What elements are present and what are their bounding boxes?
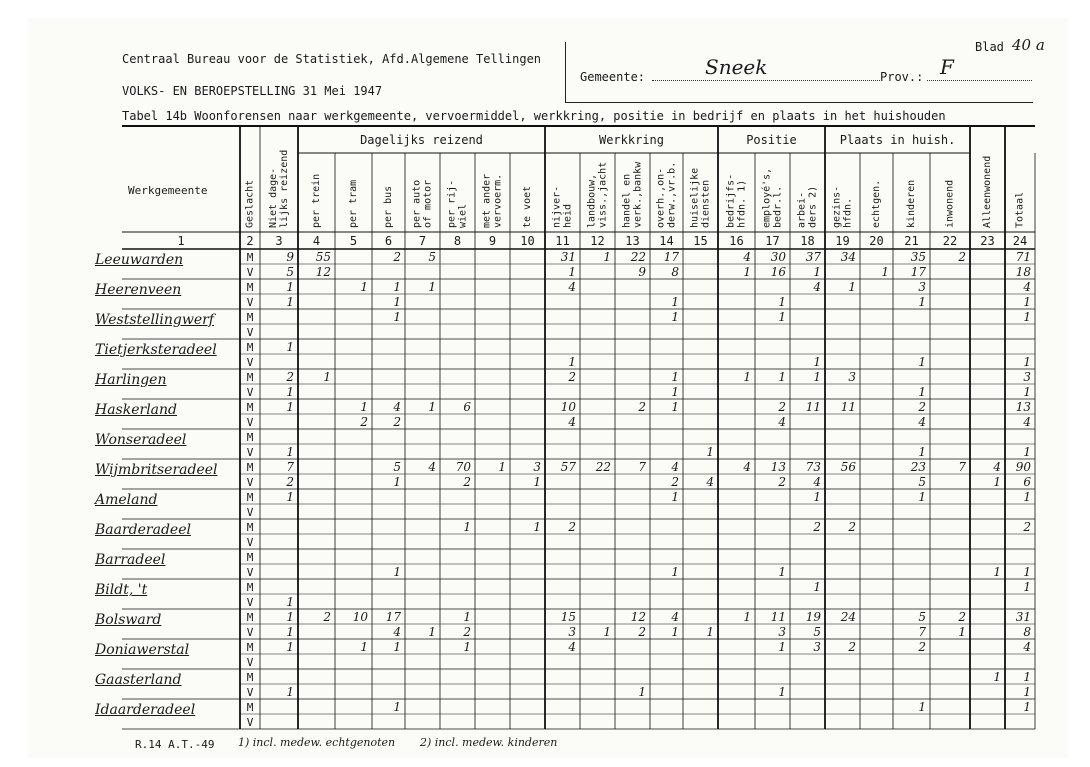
column-number: 15 <box>693 234 708 248</box>
column-header: handel en verk.,bankw <box>621 161 644 228</box>
data-cell: 1 <box>286 640 294 654</box>
data-cell: 1 <box>813 490 821 504</box>
data-cell: 3 <box>848 370 856 384</box>
data-cell: 1 <box>743 610 751 624</box>
data-cell: 4 <box>568 640 576 654</box>
data-cell: 1 <box>671 370 679 384</box>
data-cell: 1 <box>671 310 679 324</box>
data-cell: 3 <box>918 280 926 294</box>
data-cell: 1 <box>706 625 714 639</box>
data-cell: 1 <box>671 400 679 414</box>
data-cell: 10 <box>352 610 368 624</box>
data-cell: 17 <box>385 610 401 624</box>
data-cell: 4 <box>568 415 576 429</box>
column-number: 16 <box>729 234 744 248</box>
data-cell: 2 <box>1023 520 1031 534</box>
data-cell: 1 <box>286 685 294 699</box>
werkgemeente-name: Doniawerstal <box>95 642 190 658</box>
data-cell: 4 <box>706 475 714 489</box>
data-cell: 1 <box>428 400 436 414</box>
data-cell: 11 <box>840 400 856 414</box>
data-cell: 2 <box>638 625 646 639</box>
sex-label-m: M <box>246 341 254 354</box>
column-number: 9 <box>488 234 497 248</box>
column-header: Totaal <box>1014 191 1026 228</box>
data-cell: 1 <box>360 640 368 654</box>
column-header: met ander vervoerm. <box>481 173 504 228</box>
data-cell: 4 <box>813 475 821 489</box>
data-cell: 7 <box>638 460 646 474</box>
data-cell: 2 <box>463 475 471 489</box>
data-cell: 1 <box>568 265 576 279</box>
data-cell: 6 <box>463 400 471 414</box>
sex-label-v: V <box>246 476 254 489</box>
data-cell: 1 <box>463 610 471 624</box>
sex-label-m: M <box>246 461 254 474</box>
data-cell: 1 <box>1023 490 1031 504</box>
data-cell: 1 <box>918 700 926 714</box>
column-header: arbei- ders 2) <box>796 185 819 228</box>
data-cell: 1 <box>743 265 751 279</box>
sex-label-m: M <box>246 491 254 504</box>
sex-label-m: M <box>246 701 254 714</box>
sex-label-v: V <box>246 686 254 699</box>
column-header: landbouw, viss.,jacht <box>586 161 609 228</box>
data-cell: 1 <box>918 445 926 459</box>
column-number: 12 <box>590 234 605 248</box>
data-cell: 4 <box>671 460 679 474</box>
sex-label-v: V <box>246 656 254 669</box>
data-cell: 1 <box>671 565 679 579</box>
data-cell: 19 <box>805 610 821 624</box>
table-title: Tabel 14b Woonforensen naar werkgemeente, vervoermiddel, werkkring, positie in bedrijf en plaats in het huishouden <box>122 109 946 123</box>
sex-label-v: V <box>246 566 254 579</box>
data-cell: 10 <box>560 400 576 414</box>
data-cell: 1 <box>918 295 926 309</box>
column-header: Niet dage- lijks reizend <box>268 149 290 228</box>
column-header: per bus <box>383 185 394 228</box>
data-cell: 1 <box>638 685 646 699</box>
data-cell: 1 <box>1023 445 1031 459</box>
data-cell: 1 <box>1023 295 1031 309</box>
data-cell: 1 <box>918 490 926 504</box>
gemeente-label: Gemeente: <box>580 70 646 84</box>
data-cell: 2 <box>323 610 331 624</box>
data-cell: 24 <box>840 610 856 624</box>
column-number: 18 <box>800 234 815 248</box>
column-header: echtgen. <box>871 179 882 228</box>
werkgemeente-name: Leeuwarden <box>95 252 184 268</box>
data-cell: 17 <box>663 250 679 264</box>
column-number: 5 <box>349 234 358 248</box>
data-cell: 4 <box>743 460 751 474</box>
column-number: 17 <box>765 234 780 248</box>
data-cell: 1 <box>813 580 821 594</box>
column-header: per rij- wiel <box>446 179 469 228</box>
werkgemeente-name: Haskerland <box>95 402 178 418</box>
column-header: kinderen <box>906 179 917 228</box>
data-cell: 1 <box>393 565 401 579</box>
column-header-werkgemeente: Werkgemeente <box>128 184 208 197</box>
werkgemeente-name: Tietjerksteradeel <box>95 342 217 358</box>
data-cell: 2 <box>778 475 786 489</box>
data-cell: 9 <box>286 250 294 264</box>
data-cell: 22 <box>630 250 646 264</box>
data-cell: 2 <box>958 250 966 264</box>
data-cell: 2 <box>568 370 576 384</box>
data-cell: 1 <box>286 400 294 414</box>
werkgemeente-name: Baarderadeel <box>95 522 191 538</box>
column-header: per trein <box>311 173 322 228</box>
data-cell: 1 <box>360 400 368 414</box>
data-cell: 1 <box>286 595 294 609</box>
footnote-1: 1) incl. medew. echtgenoten <box>238 736 396 749</box>
data-cell: 55 <box>315 250 331 264</box>
data-cell: 1 <box>671 295 679 309</box>
blad-label: Blad <box>975 40 1004 54</box>
werkgemeente-name: Barradeel <box>95 552 166 568</box>
data-cell: 7 <box>918 625 926 639</box>
sex-label-v: V <box>246 446 254 459</box>
data-cell: 2 <box>393 415 401 429</box>
sex-label-m: M <box>246 401 254 414</box>
sex-label-m: M <box>246 671 254 684</box>
data-cell: 1 <box>323 370 331 384</box>
group-heading-werkkring: Werkkring <box>598 133 665 147</box>
data-cell: 3 <box>1023 370 1031 384</box>
data-cell: 8 <box>671 265 679 279</box>
werkgemeente-name: Bolsward <box>95 612 162 628</box>
data-cell: 1 <box>286 610 294 624</box>
data-cell: 2 <box>463 625 471 639</box>
form-code: R.14 A.T.-49 <box>135 738 215 751</box>
column-number: 10 <box>520 234 535 248</box>
data-cell: 13 <box>770 460 786 474</box>
data-cell: 2 <box>568 520 576 534</box>
data-cell: 1 <box>813 370 821 384</box>
data-cell: 5 <box>918 610 926 624</box>
data-cell: 5 <box>813 625 821 639</box>
agency-line: Centraal Bureau voor de Statistiek, Afd.Algemene Tellingen <box>122 52 542 66</box>
data-cell: 1 <box>993 565 1001 579</box>
data-cell: 3 <box>568 625 576 639</box>
data-cell: 1 <box>778 685 786 699</box>
data-cell: 18 <box>1015 265 1031 279</box>
data-cell: 1 <box>671 385 679 399</box>
data-cell: 1 <box>463 640 471 654</box>
data-cell: 1 <box>533 520 541 534</box>
data-cell: 1 <box>778 565 786 579</box>
group-heading-positie: Positie <box>746 133 797 147</box>
data-cell: 4 <box>918 415 926 429</box>
data-cell: 2 <box>671 475 679 489</box>
column-header: inwonend <box>944 179 956 228</box>
sex-label-m: M <box>246 611 254 624</box>
data-cell: 1 <box>286 445 294 459</box>
column-header: huiselijke diensten <box>689 167 712 228</box>
data-cell: 1 <box>813 265 821 279</box>
sex-label-v: V <box>246 596 254 609</box>
data-cell: 1 <box>428 625 436 639</box>
data-cell: 4 <box>1023 415 1031 429</box>
data-cell: 1 <box>778 640 786 654</box>
data-cell: 31 <box>560 250 576 264</box>
data-cell: 2 <box>360 415 368 429</box>
group-heading-dagelijks: Dagelijks reizend <box>360 133 483 147</box>
data-cell: 71 <box>1015 250 1031 264</box>
data-cell: 1 <box>1023 385 1031 399</box>
data-cell: 2 <box>918 400 926 414</box>
group-heading-plaats: Plaats in huish. <box>839 133 956 147</box>
data-cell: 1 <box>286 340 294 354</box>
column-number: 11 <box>555 234 570 248</box>
data-cell: 22 <box>595 460 611 474</box>
data-cell: 2 <box>286 370 294 384</box>
data-cell: 1 <box>393 280 401 294</box>
data-cell: 1 <box>778 370 786 384</box>
data-cell: 1 <box>428 280 436 294</box>
sex-label-v: V <box>246 296 254 309</box>
data-cell: 57 <box>560 460 576 474</box>
sex-label-m: M <box>246 551 254 564</box>
data-cell: 4 <box>393 400 401 414</box>
data-cell: 3 <box>813 640 821 654</box>
data-cell: 4 <box>1023 640 1031 654</box>
data-cell: 7 <box>958 460 966 474</box>
data-cell: 1 <box>463 520 471 534</box>
column-header: Alleenwonend <box>982 155 993 228</box>
prov-value: F <box>940 55 954 79</box>
sex-label-m: M <box>246 311 254 324</box>
data-cell: 1 <box>360 280 368 294</box>
column-number: 14 <box>659 234 674 248</box>
data-cell: 11 <box>770 610 786 624</box>
column-number: 20 <box>869 234 884 248</box>
sex-label-m: M <box>246 581 254 594</box>
werkgemeente-name: Gaasterland <box>95 672 182 688</box>
werkgemeente-name: Idaarderadeel <box>95 702 196 718</box>
gemeente-value: Sneek <box>705 55 768 79</box>
column-header: overh.,on- derw.,vr.b. <box>655 161 678 228</box>
data-cell: 4 <box>813 280 821 294</box>
werkgemeente-name: Heerenveen <box>95 282 182 298</box>
census-line: VOLKS- EN BEROEPSTELLING 31 Mei 1947 <box>122 84 383 98</box>
data-cell: 1 <box>1023 685 1031 699</box>
sex-label-v: V <box>246 626 254 639</box>
data-cell: 1 <box>1023 310 1031 324</box>
data-cell: 15 <box>560 610 576 624</box>
column-number: 2 <box>246 234 254 248</box>
data-cell: 1 <box>743 370 751 384</box>
column-header: gezins- hfdn. <box>831 185 854 228</box>
werkgemeente-name: Wonseradeel <box>95 432 187 448</box>
data-cell: 1 <box>813 355 821 369</box>
data-cell: 13 <box>1015 400 1031 414</box>
data-cell: 1 <box>1023 700 1031 714</box>
data-cell: 1 <box>1023 670 1031 684</box>
data-cell: 1 <box>1023 355 1031 369</box>
data-cell: 1 <box>393 475 401 489</box>
sex-label-v: V <box>246 536 254 549</box>
data-cell: 1 <box>393 295 401 309</box>
data-cell: 4 <box>393 625 401 639</box>
data-cell: 9 <box>638 265 646 279</box>
data-cell: 1 <box>286 295 294 309</box>
data-cell: 35 <box>910 250 926 264</box>
column-number: 19 <box>835 234 850 248</box>
data-cell: 17 <box>910 265 926 279</box>
data-cell: 5 <box>918 475 926 489</box>
column-number: 3 <box>275 234 283 248</box>
data-cell: 1 <box>848 280 856 294</box>
data-cell: 5 <box>286 265 294 279</box>
data-cell: 23 <box>910 460 926 474</box>
werkgemeente-name: Bildt, 't <box>95 582 148 598</box>
werkgemeente-name: Wijmbritseradeel <box>95 462 218 478</box>
data-cell: 90 <box>1015 460 1031 474</box>
data-cell: 1 <box>778 310 786 324</box>
data-cell: 8 <box>1023 625 1031 639</box>
data-cell: 34 <box>840 250 856 264</box>
data-cell: 3 <box>533 460 541 474</box>
column-number: 4 <box>312 234 321 248</box>
data-cell: 2 <box>958 610 966 624</box>
werkgemeente-name: Harlingen <box>95 372 167 388</box>
data-cell: 5 <box>393 460 401 474</box>
sex-label-v: V <box>246 266 254 279</box>
column-number: 22 <box>942 234 958 248</box>
blad-value: 40 a <box>1012 36 1045 54</box>
data-cell: 1 <box>286 385 294 399</box>
data-cell: 4 <box>568 280 576 294</box>
column-header: per tram <box>348 179 359 228</box>
data-cell: 2 <box>848 520 856 534</box>
data-cell: 16 <box>770 265 786 279</box>
data-cell: 2 <box>638 400 646 414</box>
data-cell: 12 <box>630 610 646 624</box>
column-header: bedrijfs- hfdn. 1) <box>725 173 748 228</box>
data-cell: 4 <box>743 250 751 264</box>
column-header: per auto of motor <box>411 179 434 228</box>
data-cell: 4 <box>428 460 436 474</box>
data-cell: 6 <box>1023 475 1031 489</box>
sex-label-m: M <box>246 371 254 384</box>
data-cell: 70 <box>455 460 471 474</box>
data-cell: 3 <box>778 625 786 639</box>
data-cell: 1 <box>286 280 294 294</box>
data-cell: 1 <box>568 355 576 369</box>
sex-label-m: M <box>246 431 254 444</box>
data-cell: 2 <box>918 640 926 654</box>
data-cell: 30 <box>770 250 786 264</box>
sex-label-v: V <box>246 416 254 429</box>
column-number: 13 <box>625 234 640 248</box>
prov-label: Prov.: <box>880 70 924 84</box>
data-cell: 1 <box>706 445 714 459</box>
data-cell: 1 <box>533 475 541 489</box>
sex-label-v: V <box>246 326 254 339</box>
data-cell: 1 <box>918 355 926 369</box>
data-cell: 1 <box>498 460 506 474</box>
data-cell: 12 <box>315 265 331 279</box>
data-cell: 2 <box>813 520 821 534</box>
data-cell: 1 <box>603 250 611 264</box>
column-number: 24 <box>1012 234 1028 248</box>
sex-label-v: V <box>246 716 254 729</box>
column-number: 23 <box>980 234 995 248</box>
data-cell: 1 <box>881 265 889 279</box>
data-cell: 4 <box>1023 280 1031 294</box>
data-cell: 4 <box>993 460 1001 474</box>
data-cell: 1 <box>993 475 1001 489</box>
data-cell: 2 <box>848 640 856 654</box>
data-cell: 1 <box>603 625 611 639</box>
column-header: Geslacht <box>244 179 256 228</box>
data-cell: 37 <box>805 250 821 264</box>
data-cell: 1 <box>393 640 401 654</box>
sex-label-m: M <box>246 521 254 534</box>
data-cell: 2 <box>393 250 401 264</box>
werkgemeente-name: Weststellingwerf <box>95 312 214 328</box>
data-cell: 7 <box>286 460 294 474</box>
data-cell: 1 <box>393 310 401 324</box>
column-number: 1 <box>177 234 185 248</box>
column-header: employé's, bedr.l. <box>761 167 784 228</box>
data-cell: 1 <box>918 385 926 399</box>
data-cell: 1 <box>671 490 679 504</box>
sex-label-v: V <box>246 356 254 369</box>
data-cell: 1 <box>778 295 786 309</box>
column-header: te voet <box>522 185 533 228</box>
data-cell: 56 <box>840 460 856 474</box>
data-cell: 4 <box>671 610 679 624</box>
sex-label-v: V <box>246 506 254 519</box>
data-cell: 2 <box>778 400 786 414</box>
data-cell: 1 <box>286 625 294 639</box>
data-cell: 1 <box>993 670 1001 684</box>
data-cell: 1 <box>1023 565 1031 579</box>
column-number: 6 <box>384 234 393 248</box>
footnote-2: 2) incl. medew. kinderen <box>420 736 558 749</box>
data-cell: 1 <box>958 625 966 639</box>
column-number: 7 <box>418 234 427 248</box>
sex-label-m: M <box>246 251 254 264</box>
sex-label-m: M <box>246 281 254 294</box>
data-cell: 1 <box>671 625 679 639</box>
data-cell: 1 <box>1023 580 1031 594</box>
data-cell: 2 <box>286 475 294 489</box>
data-cell: 1 <box>393 700 401 714</box>
sex-label-m: M <box>246 641 254 654</box>
data-cell: 11 <box>805 400 821 414</box>
sex-label-v: V <box>246 386 254 399</box>
data-cell: 4 <box>778 415 786 429</box>
data-cell: 31 <box>1015 610 1031 624</box>
column-number: 21 <box>904 234 919 248</box>
data-cell: 73 <box>805 460 821 474</box>
werkgemeente-name: Ameland <box>95 492 158 508</box>
column-header: nijver- heid <box>551 185 574 228</box>
data-cell: 5 <box>428 250 436 264</box>
data-cell: 1 <box>286 490 294 504</box>
column-number: 8 <box>453 234 462 248</box>
